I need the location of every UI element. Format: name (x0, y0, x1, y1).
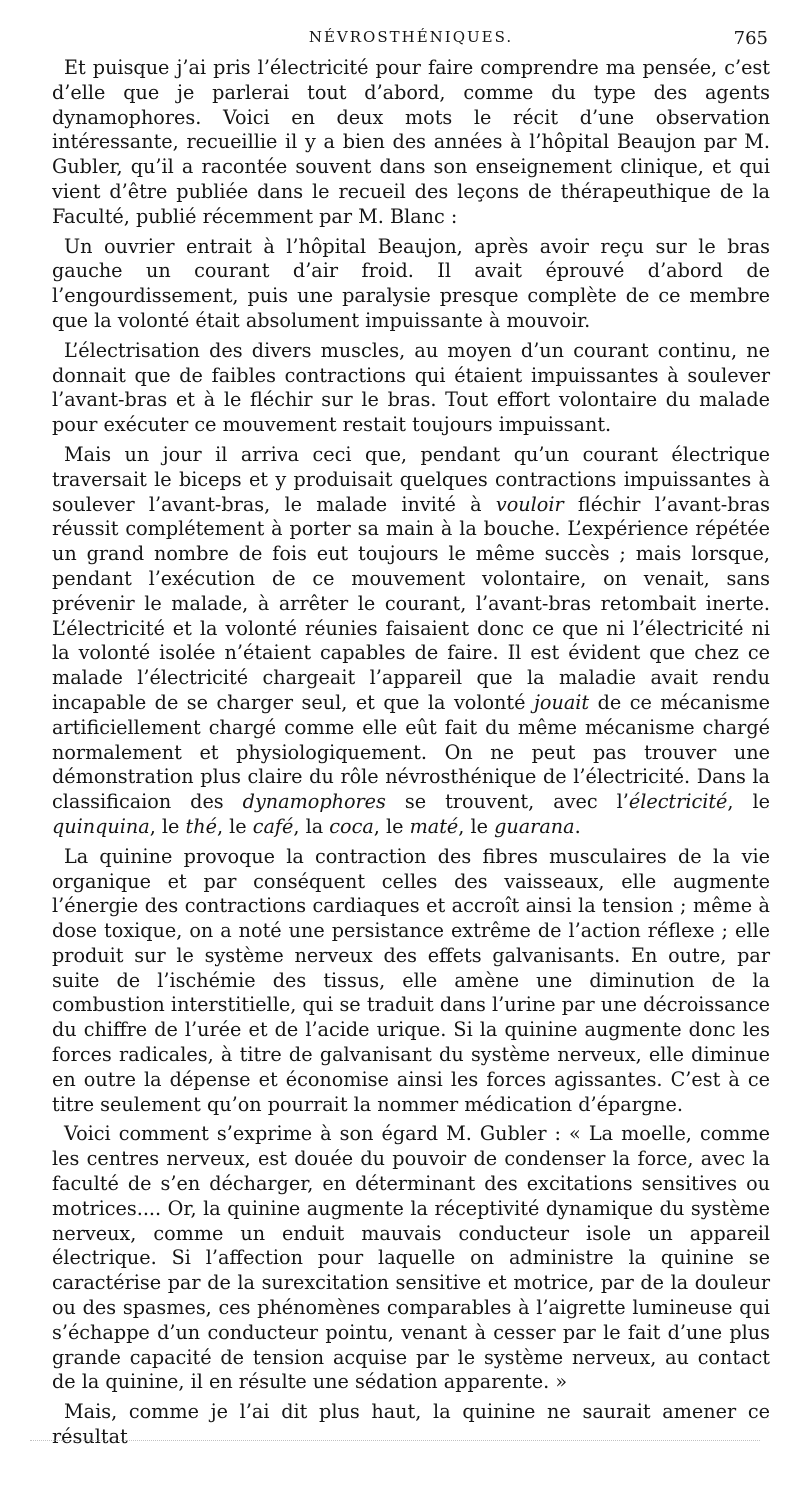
paragraph-3: L’électrisation des divers muscles, au moyen d’un courant continu, ne donnait que de faibles contractions qui étaient impuissantes à soulever l’avant-bras et à le fléchir sur le bras. Tout effort volontaire du malade pour exécuter ce mouvement restait toujours impuissant. (52, 338, 770, 437)
text-run: , le (216, 814, 253, 838)
text-run: de ce mécanisme artificiellement chargé comme elle eût fait du même mécanisme chargé normalement et physiologiquement. On ne peut pas trouver une démonstration plus claire du rôle névrosthénique de l’électricité. Dans la classificaion des (52, 690, 770, 814)
paragraph-2: Un ouvrier entrait à l’hôpital Beaujon, après avoir reçu sur le bras gauche un courant d’air froid. Il avait éprouvé d’abord de l’engourdissement, puis une paralysie presque complète de ce membre que la volonté était absolument impuissante à mouvoir. (52, 234, 770, 332)
text-run: , le (149, 814, 186, 838)
italic-mate: maté (409, 814, 459, 838)
italic-quinquina: quinquina (52, 814, 150, 838)
paragraph-4 (52, 443, 770, 840)
text-run: , le (373, 814, 410, 838)
italic-the: thé (185, 814, 217, 838)
text-run: , le (458, 814, 495, 838)
running-head (52, 22, 770, 52)
italic-cafe: café (252, 814, 294, 838)
text-run: Mais un jour il arriva ceci que, pendant qu’un courant électrique traversait le biceps et y produisait quelques contractions impuissantes à soulever l’avant-bras, le malade invité à (52, 442, 770, 516)
running-title: NÉVROSTHÉNIQUES. (308, 28, 514, 46)
paragraph-7: Mais, comme je l’ai dit plus haut, la quinine ne saurait amener ce résultat (52, 1400, 770, 1449)
text-run: , la (293, 814, 330, 838)
page-number: 765 (733, 28, 768, 49)
italic-coca: coca (329, 814, 374, 838)
body-text (52, 56, 770, 1450)
italic-jouait: jouait (533, 690, 590, 714)
paragraph-1: Et puisque j’ai pris l’électricité pour faire comprendre ma pensée, c’est d’elle que je parlerai tout d’abord, comme du type des agents dynamophores. Voici en deux mots le récit d’une observation intéressante, recueillie il y a bien des années à l’hôpital Beaujon par M. Gubler, qu’il a racontée souvent dans son enseignement clinique, et qui vient d’être publiée dans le recueil des leçons de thérapeuthique de la Faculté, publié récemment par M. Blanc : (52, 56, 770, 228)
italic-electricite: électricité (628, 790, 728, 814)
italic-vouloir: vouloir (495, 492, 564, 516)
text-run: se trouvent, avec l’ (385, 790, 629, 814)
scan-specks-divider (30, 1440, 760, 1445)
text-run: fléchir l’avant-bras réussit complétement à porter sa main à la bouche. L’expérience répétée un grand nombre de fois eut toujours le même succès ; mais lorsque, pendant l’exécution de ce mouvement volontaire, on venait, sans prévenir le malade, à arrêter le courant, l’avant-bras retombait inerte. L’électricité et la volonté réunies faisaient donc ce que ni l’électricité ni la volonté isolée n’étaient capables de faire. Il est évident que chez ce malade l’électricité chargeait l’appareil que la maladie avait rendu incapable de se charger seul, et que la volonté (52, 492, 770, 714)
italic-guarana: guarana (494, 814, 575, 838)
text-run: . (574, 814, 581, 838)
italic-dynamophores: dynamophores (242, 790, 386, 814)
paragraph-5: La quinine provoque la contraction des fibres musculaires de la vie organique et par conséquent celles des vaisseaux, elle augmente l’énergie des contractions cardiaques et accroît ainsi la tension ; même à dose toxique, on a noté une persistance extrême de l’action réflexe ; elle produit sur le système nerveux des effets galvanisants. En outre, par suite de l’ischémie des tissus, elle amène une diminution de la combustion interstitielle, qui se traduit dans l’urine par une décroissance du chiffre de l’urée et de l’acide urique. Si la quinine augmente donc les forces radicales, à titre de galvanisant du système nerveux, elle diminue en outre la dépense et économise ainsi les forces agissantes. C’est à ce titre seulement qu’on pourrait la nommer médication d’épargne. (52, 844, 770, 1116)
text-run: , le (727, 790, 770, 814)
paragraph-6: Voici comment s’exprime à son égard M. Gubler : « La moelle, comme les centres nerveux, est douée du pouvoir de condenser la force, avec la faculté de s’en décharger, en déterminant des excitations sensitives ou motrices.... Or, la quinine augmente la réceptivité dynamique du système nerveux, comme un enduit mauvais conducteur isole un appareil électrique. Si l’affection pour laquelle on administre la quinine se caractérise par de la surexcitation sensitive et motrice, par de la douleur ou des spasmes, ces phénomènes comparables à l’aigrette lumineuse qui s’échappe d’un conducteur pointu, venant à cesser par le fait d’une plus grande capacité de tension acquise par le système nerveux, au contact de la quinine, il en résulte une sédation apparente. » (52, 1122, 770, 1394)
